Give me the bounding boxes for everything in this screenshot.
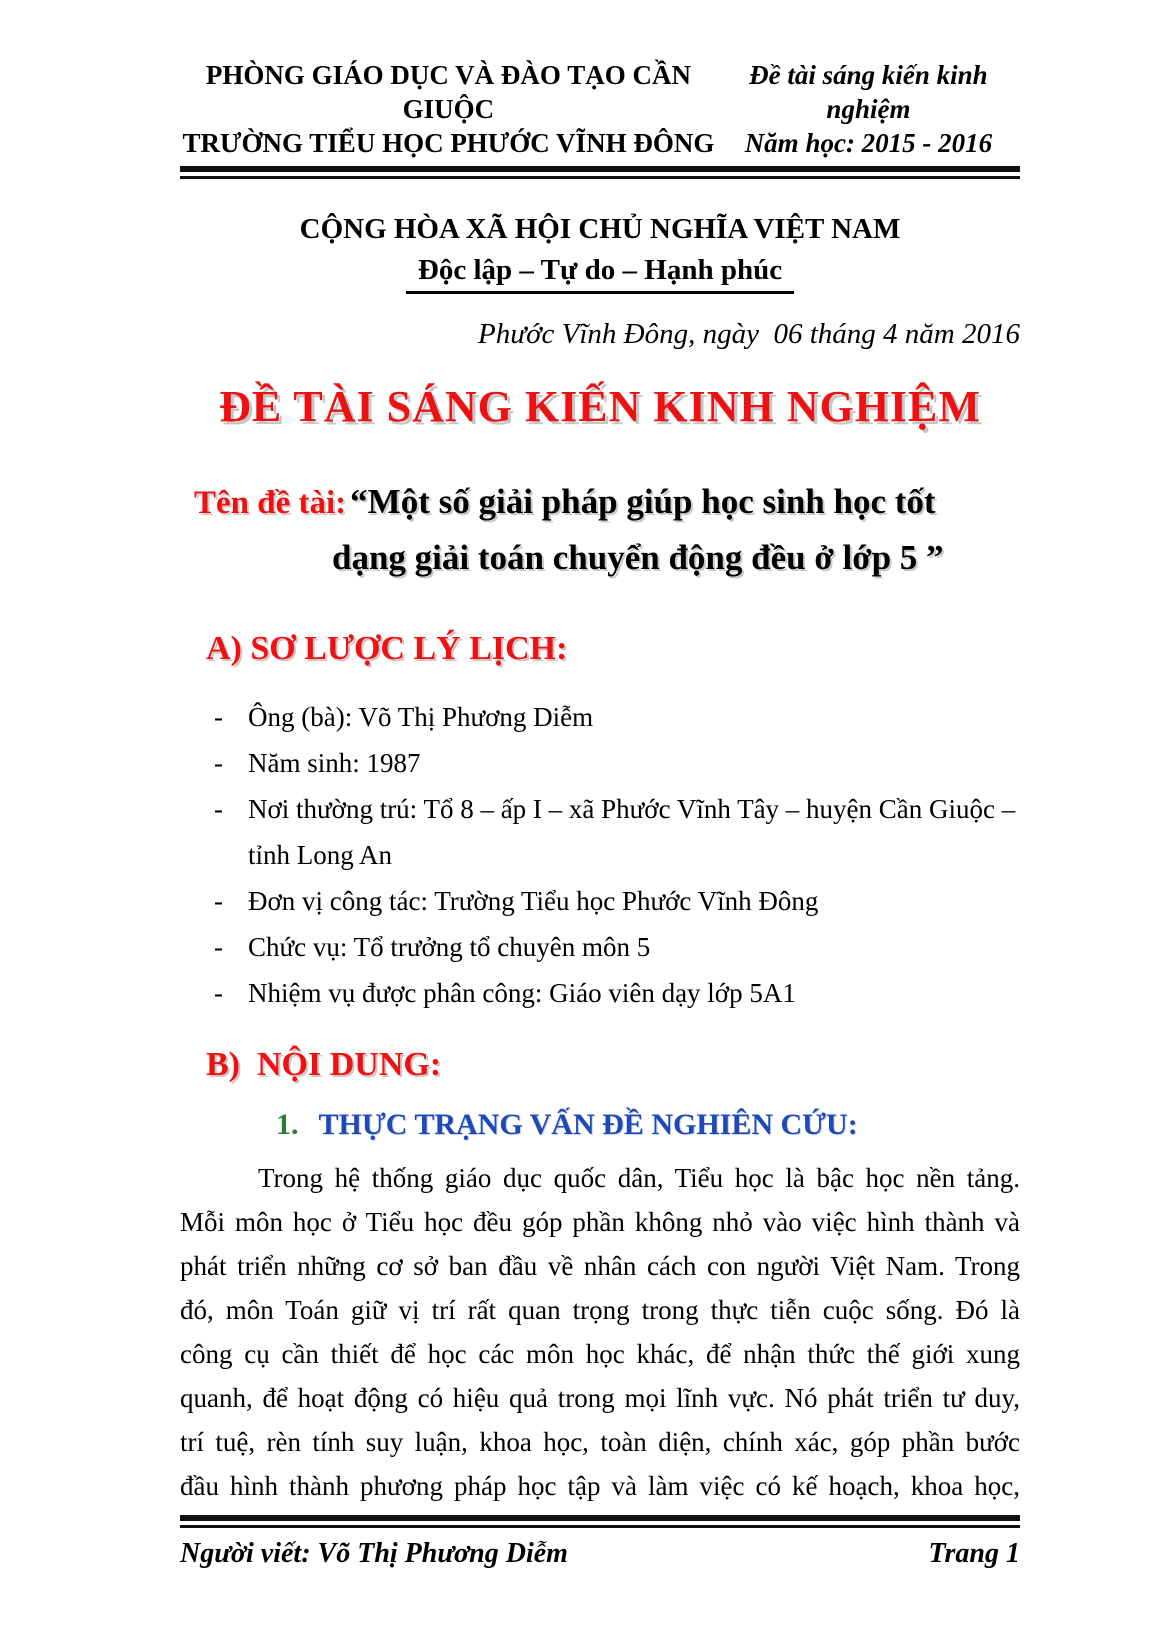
topic-title-line2: dạng giải toán chuyển động đều ở lớp 5 ” [332,538,944,577]
divider-thin-bar [180,1525,1020,1528]
dateline: Phước Vĩnh Đông, ngày 06 tháng 4 năm 2016 [478,318,1020,350]
dash-bullet: - [214,794,223,824]
subsection-number: 1. [276,1108,299,1141]
footer-page-number: Trang 1 [928,1538,1020,1569]
topic-line1 [194,482,1020,522]
list-item [180,740,1020,786]
footer-author: Người viết: Võ Thị Phương Diễm [180,1538,568,1569]
main-title: ĐỀ TÀI SÁNG KIẾN KINH NGHIỆM [219,382,981,431]
paragraph-line: Mỗi môn học ở Tiểu học đều góp phần không nhỏ vào việc hình thành và [180,1207,1020,1237]
list-item-text: Năm sinh: 1987 [248,748,421,778]
list-item [180,970,1020,1016]
paragraph-line: đầu hình thành phương pháp học tập và làm việc có kế hoạch, khoa học, [180,1471,1020,1501]
list-item-text: Chức vụ: Tổ trưởng tổ chuyên môn 5 [248,932,651,962]
dash-bullet: - [214,702,223,732]
footer-row [180,1538,1020,1570]
national-motto-row [180,254,1020,294]
divider-thin-bar [180,176,1020,179]
header-divider [180,166,1020,179]
paragraph-line: phát triển những cơ sở ban đầu về nhân cách con người Việt Nam. Trong [180,1251,1020,1281]
list-item [180,878,1020,924]
header-organization [180,58,717,160]
subsection-title: THỰC TRẠNG VẤN ĐỀ NGHIÊN CỨU: [318,1108,858,1141]
dash-bullet: - [214,978,223,1008]
divider-thick-bar [180,1515,1020,1521]
dash-bullet: - [214,932,223,962]
header-row [180,0,1020,160]
body-paragraph [180,1156,1020,1508]
topic-title-line1: “Một số giải pháp giúp học sinh học tốt [350,482,936,521]
list-item-text: Ông (bà): Võ Thị Phương Diễm [248,702,594,732]
paragraph-line: công cụ cần thiết để học các môn học khác, để nhận thức thế giới xung [180,1339,1020,1369]
list-item-text: Đơn vị công tác: Trường Tiểu học Phước Vĩnh Đông [248,886,819,916]
list-item [180,694,1020,740]
section-b-heading: B) NỘI DUNG: [206,1046,442,1083]
dash-bullet: - [214,886,223,916]
national-title: CỘNG HÒA XÃ HỘI CHỦ NGHĨA VIỆT NAM [299,213,901,245]
bio-list [180,694,1020,1016]
dash-bullet: - [214,748,223,778]
page-header [180,0,1020,179]
paragraph-line: Trong hệ thống giáo dục quốc dân, Tiểu học là bậc học nền tảng. [258,1163,1020,1193]
list-item-text: Nhiệm vụ được phân công: Giáo viên dạy lớp 5A1 [248,978,796,1008]
subsection-1-heading [276,1108,1020,1142]
national-motto: Độc lập – Tự do – Hạnh phúc [406,254,794,294]
paragraph-line: đó, môn Toán giữ vị trí rất quan trọng trong thực tiễn cuộc sống. Đó là [180,1295,1020,1325]
list-item [180,786,1020,878]
topic-block [180,482,1020,578]
header-school-year: Năm học: 2015 - 2016 [744,128,993,158]
divider-thick-bar [180,166,1020,172]
section-a-heading: A) SƠ LƯỢC LÝ LỊCH: [206,630,568,667]
page-footer [180,1515,1020,1570]
footer-divider [180,1515,1020,1528]
national-header [180,213,1020,294]
header-org-line2: TRƯỜNG TIỂU HỌC PHƯỚC VĨNH ĐÔNG [182,128,715,158]
list-item-text: Nơi thường trú: Tổ 8 – ấp I – xã Phước Vĩnh Tây – huyện Cần Giuộc – tỉnh Long An [248,794,1016,870]
header-doc-info [717,58,1020,160]
paragraph-line: quanh, để hoạt động có hiệu quả trong mọi lĩnh vực. Nó phát triển tư duy, [180,1383,1020,1413]
header-org-line1: PHÒNG GIÁO DỤC VÀ ĐÀO TẠO CẦN GIUỘC [205,60,691,124]
header-doc-type: Đề tài sáng kiến kinh nghiệm [749,60,988,124]
list-item [180,924,1020,970]
topic-label: Tên đề tài: [194,485,347,521]
paragraph-line: trí tuệ, rèn tính suy luận, khoa học, toàn diện, chính xác, góp phần bước [180,1427,1020,1457]
